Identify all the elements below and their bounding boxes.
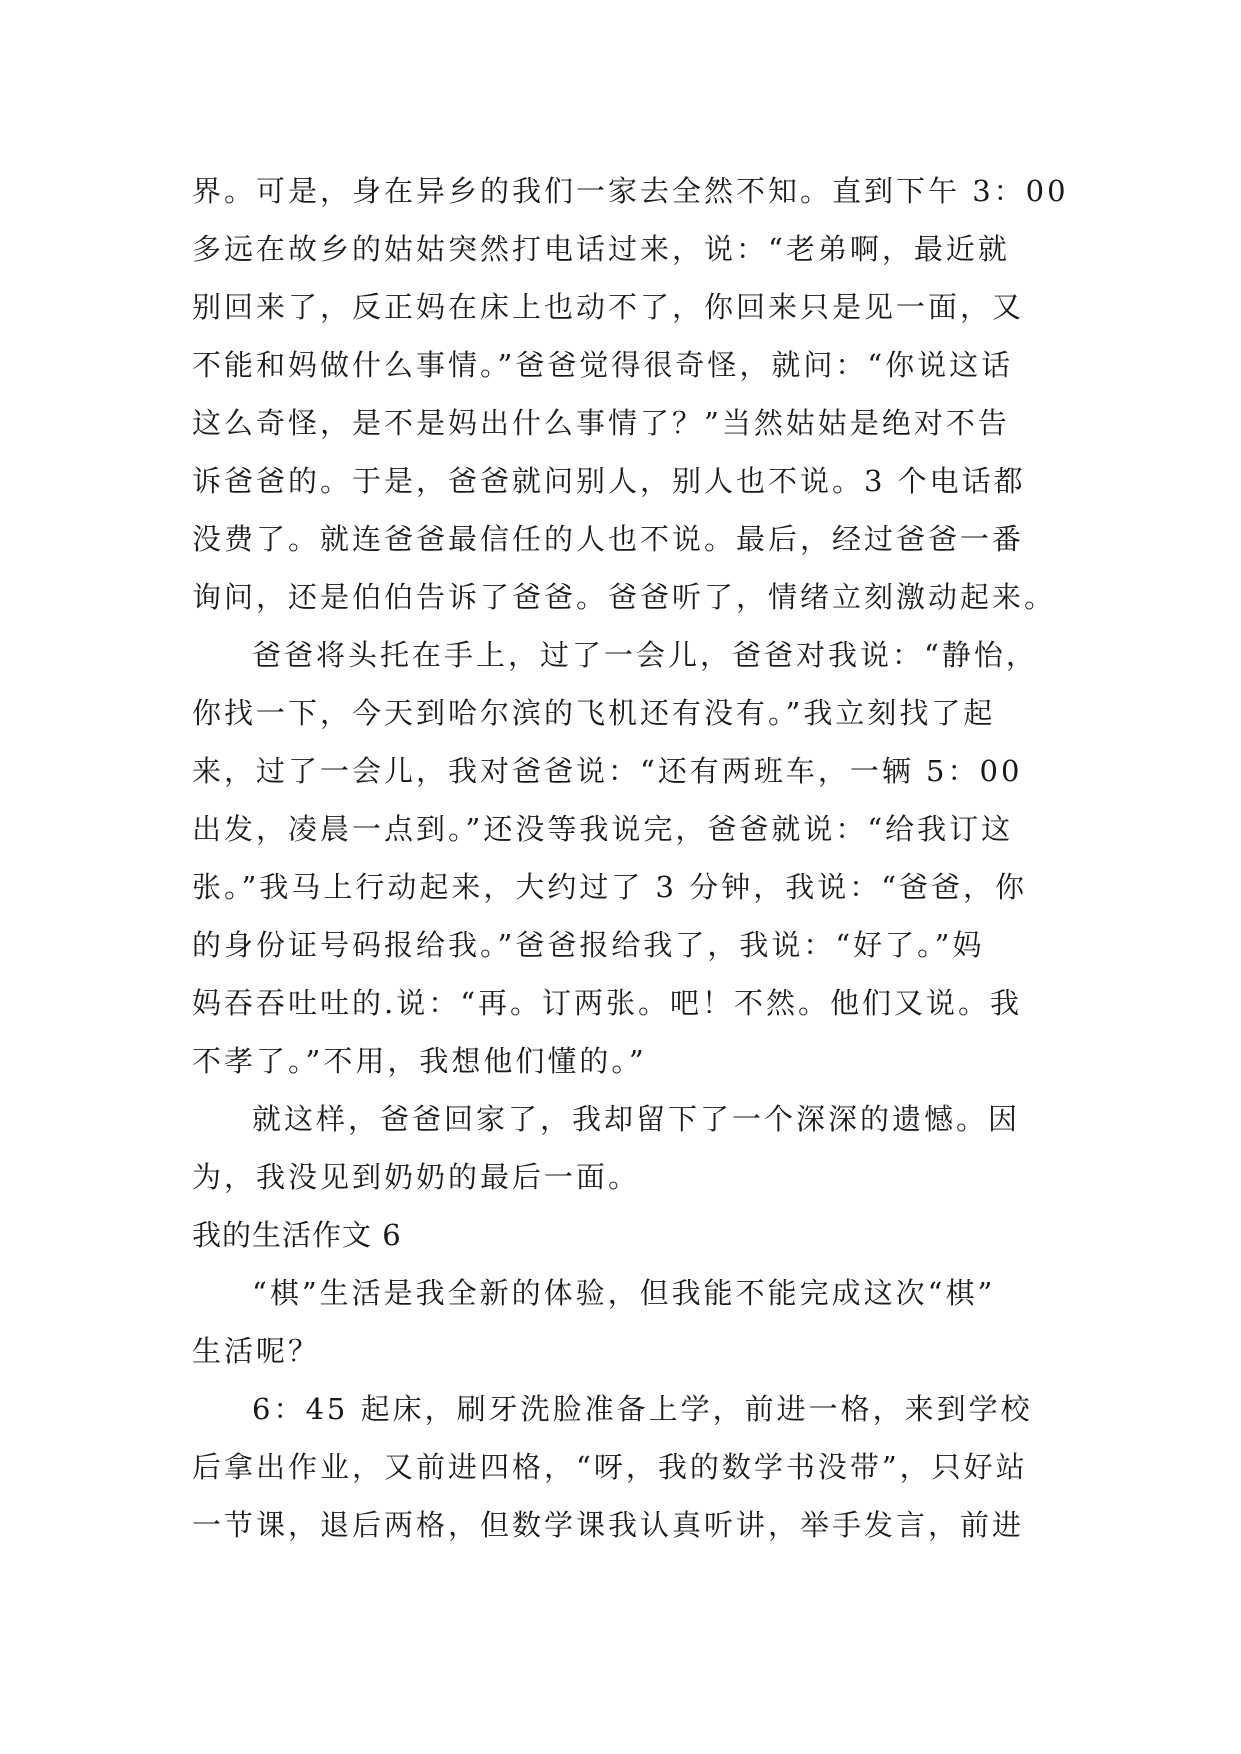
text-line: 诉爸爸的。于是，爸爸就问别人，别人也不说。3 个电话都: [192, 464, 1026, 498]
paragraph-first-line: 6：45 起床，刷牙洗脸准备上学，前进一格，来到学校: [252, 1392, 1033, 1426]
text-line: 生活呢？: [192, 1334, 321, 1368]
text-line: 后拿出作业，又前进四格，“呀，我的数学书没带”，只好站: [192, 1450, 1028, 1484]
section-heading: 我的生活作文 6: [192, 1218, 402, 1252]
text-line: 询问，还是伯伯告诉了爸爸。爸爸听了，情绪立刻激动起来。: [192, 580, 1057, 614]
text-line: 的身份证号码报给我。”爸爸报给我了，我说：“好了。”妈: [192, 928, 985, 962]
paragraph-first-line: 爸爸将头托在手上，过了一会儿，爸爸对我说：“静怡，: [252, 638, 1038, 672]
text-line: 为，我没见到奶奶的最后一面。: [192, 1160, 641, 1194]
paragraph-first-line: “棋”生活是我全新的体验，但我能不能完成这次“棋”: [252, 1276, 996, 1310]
text-line: 不孝了。”不用，我想他们懂的。”: [192, 1044, 647, 1078]
text-line: 你找一下，今天到哈尔滨的飞机还有没有。”我立刻找了起: [192, 696, 996, 730]
text-line: 出发，凌晨一点到。”还没等我说完，爸爸就说：“给我订这: [192, 812, 1014, 846]
text-line: 这么奇怪，是不是妈出什么事情了？”当然姑姑是绝对不告: [192, 406, 1010, 440]
text-line: 界。可是，身在异乡的我们一家去全然不知。直到下午 3：00: [192, 174, 1069, 208]
text-line: 妈吞吞吐吐的.说：“再。订两张。吧！不然。他们又说。我: [192, 986, 1023, 1020]
text-line: 不能和妈做什么事情。”爸爸觉得很奇怪，就问：“你说这话: [192, 348, 1014, 382]
text-line: 一节课，退后两格，但数学课我认真听讲，举手发言，前进: [192, 1508, 1025, 1542]
paragraph-first-line: 就这样，爸爸回家了，我却留下了一个深深的遗憾。因: [252, 1102, 1021, 1136]
document-body: [192, 162, 1069, 1554]
text-line: 多远在故乡的姑姑突然打电话过来，说：“老弟啊，最近就: [192, 232, 1010, 266]
text-line: 张。”我马上行动起来，大约过了 3 分钟，我说：“爸爸，你: [192, 870, 1028, 904]
text-line: 没费了。就连爸爸最信任的人也不说。最后，经过爸爸一番: [192, 522, 1025, 556]
text-line: 来，过了一会儿，我对爸爸说：“还有两班车，一辆 5：00: [192, 754, 1023, 788]
text-line: 别回来了，反正妈在床上也动不了，你回来只是见一面，又: [192, 290, 1025, 324]
